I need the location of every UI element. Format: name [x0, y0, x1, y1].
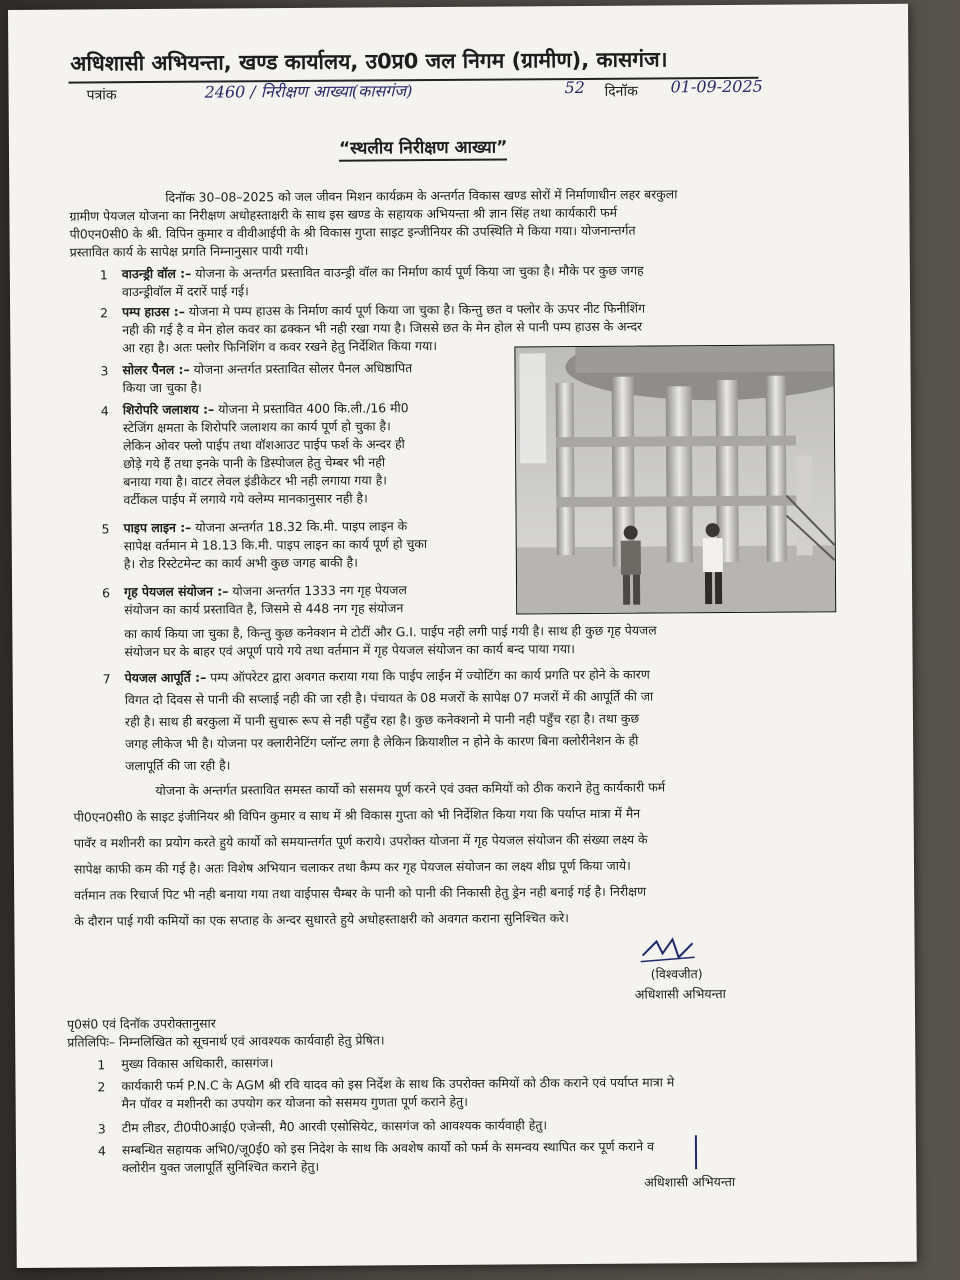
point-line: जगह लीकेज भी है। योजना पर क्लारीनेटिंग प्लॉन्ट लगा है लेकिन क्रियाशील न होने के कारण बिना क्लोरीनेशन के ही: [125, 732, 639, 752]
date-label: दिनॉक: [604, 83, 638, 100]
intro-line: पी0एन0सी0 के श्री. विपिन कुमार व वीवीआईपी के श्री विकास गुप्ता साइट इन्जीनियर की उपस्थिति मे किया गया। योजनान्तर्गत: [69, 222, 636, 242]
water-tank-illustration: [515, 345, 835, 613]
point-label: पाइप लाइन :–: [123, 519, 192, 536]
point-line: नही की गई है व मेन होल कवर का ढक्कन भी नही रखा गया है। जिससे छत के मेन होल से पानी पम्प हाउस के अन्दर: [122, 318, 643, 338]
point-text: योजना अन्तर्गत प्रस्तावित सोलर पैनल अधिष्ठापित: [193, 360, 413, 377]
point-line: स्टेजिंग क्षमता के शिरोपरि जलाशय का कार्य पूर्ण हो चुका है।: [122, 418, 391, 436]
letter-date: 01-09-2025: [670, 76, 763, 97]
signature-scribble: [638, 935, 698, 965]
point-line: सापेक्ष वर्तमान मे 18.13 कि.मी. पाइप लाइन का कार्य पूर्ण हो चुका: [123, 536, 428, 554]
closing-line: पी0एन0सी0 के साइट इंजीनियर श्री विपिन कुमार व साथ में श्री विकास गुप्ता को भी निर्देशित किया गया कि पर्याप्त मात्रा में मैन: [73, 805, 641, 825]
point-text: योजना अन्तर्गत 1333 नग गृह पेयजल: [232, 582, 407, 599]
point-line: विगत दो दिवस से पानी की सप्लाई नही की जा रही है। पंचायत के 08 मजरों के सापेक्ष 07 मजरों में की आपूर्ति की जा: [124, 688, 654, 708]
point-text: योजना मे प्रस्तावित 400 कि.ली./16 मी0: [218, 400, 409, 417]
point-number: 7: [102, 671, 111, 687]
copy-signatory-designation: अधिशासी अभियन्ता: [644, 1173, 736, 1190]
point-line: संयोजन का कार्य प्रस्तावित है, जिसमे से 448 नग गृह संयोजन: [124, 600, 404, 618]
point-text: योजना अन्तर्गत 18.32 कि.मी. पाइप लाइन के: [195, 518, 408, 535]
point-label: पम्प हाउस :–: [122, 303, 185, 320]
point-line: लेकिन ओवर फ्लो पाईप तथा वॉशआउट पाईप फर्श के अन्दर ही: [122, 436, 405, 454]
point-number: 5: [101, 521, 110, 537]
point-line: किया जा चुका है।: [122, 379, 202, 396]
point-number: 1: [99, 267, 108, 283]
ref-suffix: 52: [564, 77, 585, 98]
document-title: “स्थलीय निरीक्षण आख्या”: [339, 135, 508, 162]
closing-line: सापेक्ष काफी कम की गई है। अतः विशेष अभियान चलाकर तथा कैम्प कर गृह पेयजल संयोजन का लक्ष्य शीघ्र पूर्ण किया जाये।: [73, 857, 631, 877]
point-line: वर्टीकल पाईप में लगाये गये क्लेम्प मानकानुसार नही है।: [123, 490, 368, 508]
copy-ref-line: पृ0सं0 एवं दिनॉक उपरोक्तानुसार: [67, 1015, 216, 1032]
closing-line: पावॅर व मशीनरी का प्रयोग करते हुये कार्यो को समयान्तर्गत पूर्ण कराये। उपरोक्त योजना में गृह पेयजल संयोजन की संख्या लक्ष्य के: [73, 831, 648, 851]
site-photo-water-tank: [514, 344, 836, 614]
point-label: वाउन्ड्री वॉल :–: [121, 265, 192, 282]
copy-item-number: 1: [97, 1057, 106, 1073]
point-label: सोलर पैनल :–: [122, 361, 190, 378]
copy-intro: प्रतिलिपिः– निम्नलिखित को सूचनार्थ एवं आवश्यक कार्यवाही हेतु प्रेषित।: [67, 1032, 385, 1050]
point-line: जलापूर्ति की जा रही है।: [125, 757, 231, 774]
point-text: योजना मे पम्प हाउस के निर्माण कार्य पूर्ण किया जा चुका है। किन्तु छत व फ्लोर के ऊपर नीट फिनीशिंग: [188, 300, 646, 319]
point-line: [123, 399, 409, 418]
intro-line: दिनॉक 30–08–2025 को जल जीवन मिशन कार्यक्रम के अन्तर्गत विकास खण्ड सोरों में निर्माणाधीन लहर बरकुला: [165, 186, 678, 205]
closing-line: वर्तमान तक रिचार्ज पिट भी नही बनाया गया तथा वाईपास चैम्बर के पानी को पानी की निकासी हेतु ड्रेन नही बनाई गई है। निरीक्षण: [74, 883, 647, 903]
point-line: वाउन्ड्रीवॉल में दरारें पाई गई।: [121, 283, 249, 300]
point-line: [124, 517, 408, 536]
closing-line: के दौरान पाई गयी कमियों का एक सप्ताह के अन्दर सुधारते हुये अधोहस्ताक्षरी को अवगत कराना सुनिश्चित करे।: [74, 910, 570, 929]
point-line: [125, 666, 650, 687]
initial-mark: [686, 1133, 706, 1173]
copy-item-line: मैन पॉवर व मशीनरी का उपयोग कर योजना को ससमय गुणता पूर्ण कराने हेतु।: [121, 1093, 468, 1112]
signatory-designation: अधिशासी अभियन्ता: [634, 986, 726, 1002]
signature-block: [634, 934, 834, 1005]
point-line: संयोजन घर के बाहर एवं अपूर्ण पाये गये तथा वर्तमान में गृह पेयजल संयोजन का कार्य बन्द पाया गया।: [124, 641, 576, 660]
copy-item-line: सम्बन्धित सहायक अभि0/जू0ई0 को इस निदेश के साथ कि अवशेष कार्यो को फर्म के समन्वय स्थापित कर पूर्ण कराने व: [121, 1138, 654, 1158]
signatory-name: (विश्वजीत): [650, 966, 703, 982]
reference-row: [86, 76, 827, 113]
point-label: गृह पेयजल संयोजन :–: [124, 583, 229, 600]
copy-item-number: 3: [97, 1121, 106, 1137]
point-line: रही है। साथ ही बरकुला में पानी सुचारू रूप से नही पहुँच रहा है। कुछ कनेक्शनो मे पानी नही पहुँच रहा है। तथा कुछ: [124, 710, 640, 730]
intro-line: ग्रामीण पेयजल योजना का निरीक्षण अधोहस्ताक्षरी के साथ इस खण्ड के सहायक अभियन्ता श्री ज्ञान सिंह तथा कार्यकारी फर्म: [69, 204, 618, 224]
copy-item-number: 2: [97, 1079, 106, 1095]
point-line: छोड़े गये हैं तथा इनके पानी के डिस्पोजल हेतु चेम्बर भी नही: [123, 454, 386, 472]
copy-item-line: टीम लीडर, टी0पी0आई0 एजेन्सी, मै0 आरवी एसोसियेट, कासगंज को आवश्यक कार्यवाही हेतु।: [121, 1117, 548, 1136]
copy-item-line: मुख्य विकास अधिकारी, कासगंज।: [121, 1055, 274, 1072]
point-label: पेयजल आपूर्ति :–: [124, 669, 207, 686]
point-line: बनाया गया है। वाटर लेवल इंडीकेटर भी नही लगाया गया है।: [123, 472, 388, 490]
office-heading: अधिशासी अभियन्ता, खण्ड कार्यालय, उ0प्र0 जल निगम (ग्रामीण), कासगंज।: [70, 47, 668, 76]
point-line: [122, 262, 644, 283]
intro-line: प्रस्तावित कार्य के सापेक्ष प्रगति निम्नानुसार पायी गयी।: [69, 242, 309, 260]
ref-number: 2460 / निरीक्षण आख्या(कासगंज): [204, 81, 413, 102]
point-text: योजना के अन्तर्गत प्रस्तावित वाउन्ड्री वॉल का निर्माण कार्य पूर्ण किया जा चुका है। मौके पर कुछ जगह: [195, 262, 644, 281]
point-text: पम्प ऑपरेटर द्वारा अवगत कराया गया कि पाईप लाईन में ज्योटिंग का कार्य प्रगति पर होने के कारण: [210, 666, 650, 685]
copy-item-line: कार्यकारी फर्म P.N.C के AGM श्री रवि यादव को इस निर्देश के साथ कि उपरोक्त कमियों को ठीक कराने एवं पर्याप्त मात्रा मे: [121, 1074, 675, 1094]
point-line: है। रोड रिस्टेटमेन्ट का कार्य अभी कुछ जगह बाकी है।: [123, 554, 358, 572]
point-number: 3: [100, 363, 109, 379]
point-line: का कार्य किया जा चुका है, किन्तु कुछ कनेक्शन मे टोटीं और G.I. पाईप नही लगी पाई गयी है। साथ ही कुछ गृह पेयजल: [124, 622, 657, 642]
point-number: 6: [102, 585, 111, 601]
point-number: 4: [100, 403, 109, 419]
point-number: 2: [100, 305, 109, 321]
point-line: [124, 581, 407, 600]
document-page: [8, 4, 917, 1268]
point-label: शिरोपरि जलाशय :–: [122, 401, 215, 418]
closing-line: योजना के अन्तर्गत प्रस्तावित समस्त कार्यो को ससमय पूर्ण करने एवं उक्त कमियों को ठीक कराने हेतु कार्यकारी फर्म: [155, 779, 666, 798]
ref-label: पत्रांक: [86, 87, 117, 104]
point-line: [122, 359, 412, 378]
copy-item-line: क्लोरीन युक्त जलापूर्ति सुनिश्चित कराने हेतु।: [122, 1158, 320, 1176]
point-line: आ रहा है। अतः फ्लोर फिनिशिंग व कवर रखने हेतु निर्देशित किया गया।: [122, 338, 438, 356]
copy-item-number: 4: [97, 1143, 106, 1159]
